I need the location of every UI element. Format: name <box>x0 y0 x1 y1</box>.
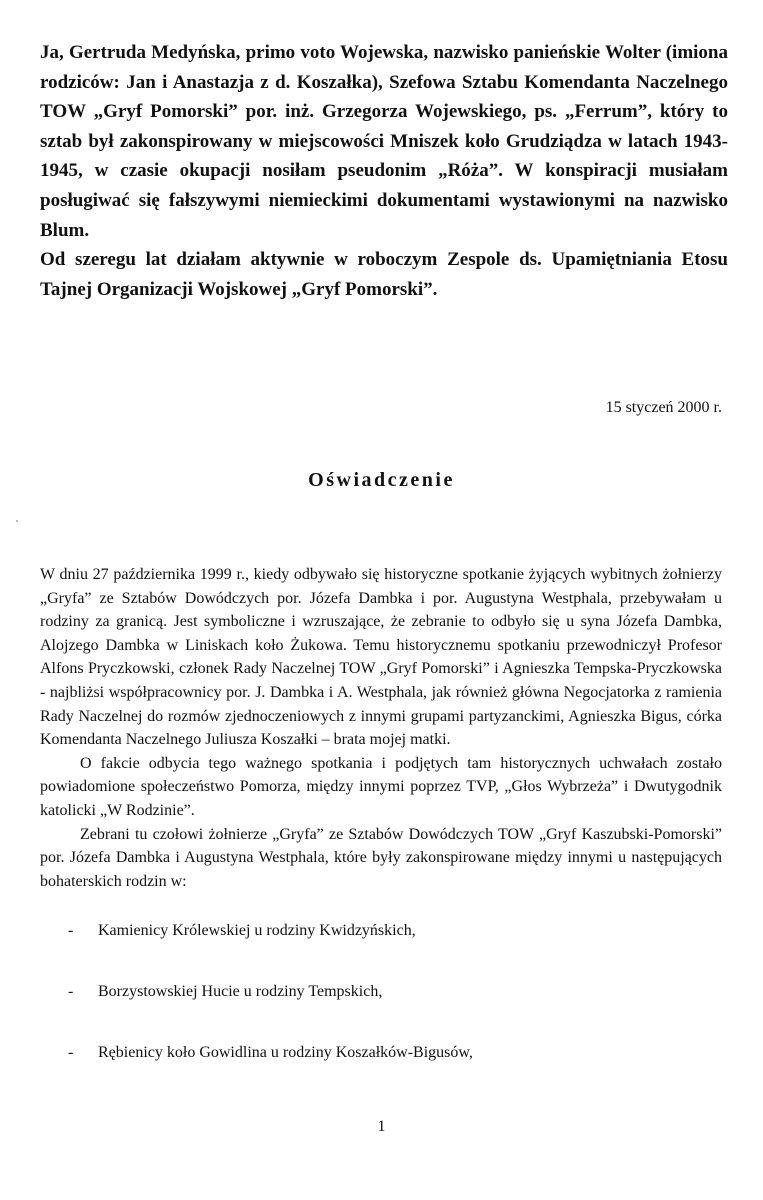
body-paragraph-soldiers: Zebrani tu czołowi żołnierze „Gryfa” ze Sztabów Dowódczych TOW „Gryf Kaszubski-Pomorski” por. Józefa Dambka i Augustyna Westphala, które były zakonspirowane między innymi u następujących bohaterskich rodzin w: <box>40 825 722 890</box>
scan-speck <box>16 520 18 522</box>
intro-paragraph-activity: Od szeregu lat działam aktywnie w roboczym Zespole ds. Upamiętniania Etosu Tajnej Organizacji Wojskowej „Gryf Pomorski”. <box>40 249 728 300</box>
document-body <box>40 563 722 893</box>
intro-paragraph-identity: Ja, Gertruda Medyńska, primo voto Wojewska, nazwisko panieńskie Wolter (imiona rodziców: Jan i Anastazja z d. Koszałka), Szefowa Sztabu Komendanta Naczelnego TOW „Gryf Pomorski” por. inż. Grzegorza Wojewskiego, ps. „Ferrum”, który to sztab był zakonspirowany w miejscowości Mniszek koło Grudziądza w latach 1943-1945, w czasie okupacji nosiłam pseudonim „Róża”. W konspiracji musiałam posługiwać się fałszywymi niemieckimi dokumentami wystawionymi na nazwisko Blum. <box>40 42 728 241</box>
family-list <box>40 920 722 1103</box>
list-bullet: - <box>68 983 74 1000</box>
list-bullet: - <box>68 922 74 939</box>
list-item-text: Borzystowskiej Hucie u rodziny Tempskich, <box>98 983 383 1000</box>
document-date: 15 styczeń 2000 r. <box>605 399 722 416</box>
intro-statement <box>40 38 728 304</box>
list-bullet: - <box>68 1044 74 1061</box>
list-item <box>40 981 722 1003</box>
list-item-text: Kamienicy Królewskiej u rodziny Kwidzyńskich, <box>98 922 416 939</box>
document-title: Oświadczenie <box>308 469 455 491</box>
body-paragraph-meeting: W dniu 27 października 1999 r., kiedy odbywało się historyczne spotkanie żyjących wybitnych żołnierzy „Gryfa” ze Sztabów Dowódczych por. Józefa Dambka i por. Augustyna Westphala, przebywałam u rodziny za granicą. Jest symboliczne i wzruszające, że zebranie to odbyło się u syna Józefa Dambka, Alojzego Dambka w Liniskach koło Żukowa. Temu historycznemu spotkaniu przewodniczył Profesor Alfons Pryczkowski, członek Rady Naczelnej TOW „Gryf Pomorski” i Agnieszka Tempska-Pryczkowska - najbliżsi współpracownicy por. J. Dambka i A. Westphala, jak również główna Negocjatorka z ramienia Rady Naczelnej do rozmów zjednoczeniowych z innymi grupami partyzanckimi, Agnieszka Bigus, córka Komendanta Naczelnego Juliusza Koszałki – brata mojej matki. <box>40 566 722 749</box>
list-item-text: Rębienicy koło Gowidlina u rodziny Koszałków-Bigusów, <box>98 1044 473 1061</box>
list-item <box>40 920 722 942</box>
body-paragraph-media: O fakcie odbycia tego ważnego spotkania i podjętych tam historycznych uchwałach zostało powiadomione społeczeństwo Pomorza, między innymi poprzez TVP, „Głos Wybrzeża” i Dwutygodnik katolicki „W Rodzinie”. <box>40 754 722 819</box>
page-number: 1 <box>377 1118 386 1135</box>
list-item <box>40 1042 722 1064</box>
